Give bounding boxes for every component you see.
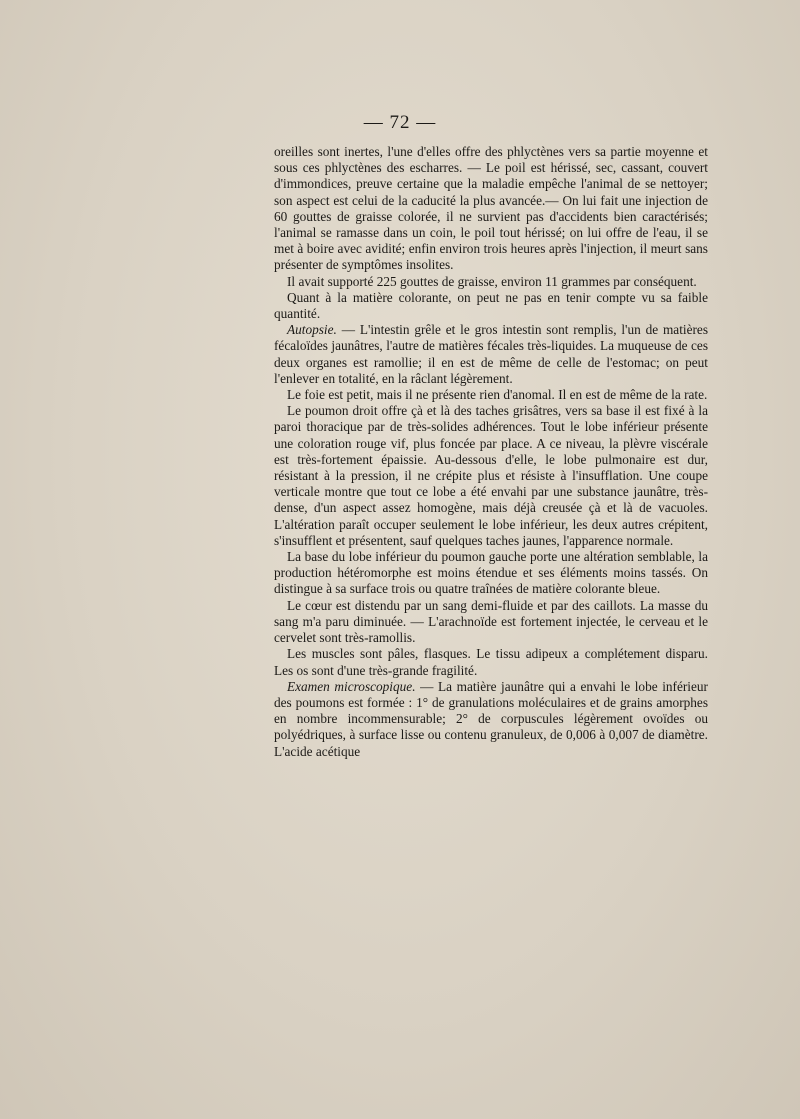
paragraph-4 bbox=[274, 322, 708, 387]
paragraph-text: Le poumon droit offre çà et là des taches grisâtres, vers sa base il est fixé à la paroi thoracique par de très-solides adhérences. Tout le lobe inférieur présente une coloration rouge vif, plus foncée par place. A ce niveau, la plèvre viscérale est très-fortement épaissie. Au-dessous d'elle, le lobe pulmonaire est dur, résistant à la pression, il ne crépite plus et résiste à l'insufflation. Une coupe verticale montre que tout ce lobe a été envahi par une substance jaunâtre, très-dense, d'un aspect assez homogène, mais déjà creusée çà et là de vacuoles. L'altération paraît occuper seulement le lobe inférieur, les deux autres crépitent, s'insufflent et présentent, sauf quelques taches jaunes, l'apparence normale. bbox=[274, 403, 708, 548]
paragraph-9 bbox=[274, 646, 708, 678]
paragraph-text: Les muscles sont pâles, flasques. Le tissu adipeux a complétement disparu. Les os sont d'une très-grande fragilité. bbox=[274, 646, 708, 678]
paragraph-8 bbox=[274, 598, 708, 647]
paragraph-text: — La matière jaunâtre qui a envahi le lobe inférieur des poumons est formée : 1° de granulations moléculaires et de grains amorphes en nombre incommensurable; 2° de corpuscules légèrement ovoïdes ou polyédriques, à surface lisse ou contenu granuleux, de 0,006 à 0,007 de diamètre. L'acide acétique bbox=[274, 678, 708, 759]
paragraph-text: — L'intestin grêle et le gros intestin sont remplis, l'un de matières fécaloïdes jaunâtres, l'autre de matières fécales très-liquides. La muqueuse de ces deux organes est ramollie; il en est de même de celle de l'estomac; on peut l'enlever en totalité, en la râclant légèrement. bbox=[274, 322, 708, 386]
section-lead-autopsie: Autopsie. bbox=[287, 322, 337, 338]
paragraph-text: oreilles sont inertes, l'une d'elles offre des phlyctènes vers sa partie moyenne et sous ces phlyctènes des escharres. — Le poil est hérissé, sec, cassant, couvert d'immondices, preuve certaine que la maladie empêche l'animal de se nettoyer; son aspect est celui de la caducité la plus avancée.— On lui fait une injection de 60 gouttes de graisse colorée, il ne survient pas d'accidents bien caractérisés; l'animal se ramasse dans un coin, le poil tout hérissé; on lui offre de l'eau, il se met à boire avec avidité; enfin environ trois heures après l'injection, il meurt sans présenter de symptômes insolites. bbox=[274, 144, 708, 273]
paragraph-6 bbox=[274, 403, 708, 549]
paragraph-3 bbox=[274, 290, 708, 322]
paragraph-10 bbox=[274, 679, 708, 760]
page-number: — 72 — bbox=[363, 112, 437, 133]
paragraph-5 bbox=[274, 387, 708, 403]
paragraph-1 bbox=[274, 144, 708, 274]
paragraph-text: Le cœur est distendu par un sang demi-fluide et par des caillots. La masse du sang m'a paru diminuée. — L'arachnoïde est fortement injectée, le cerveau et le cervelet sont très-ramollis. bbox=[274, 597, 708, 646]
paragraph-text: Il avait supporté 225 gouttes de graisse, environ 11 grammes par conséquent. bbox=[287, 273, 697, 289]
section-lead-examen: Examen microscopique. bbox=[287, 678, 416, 694]
paragraph-text: La base du lobe inférieur du poumon gauche porte une altération semblable, la production hétéromorphe est moins étendue et ses éléments moins tassés. On distingue à sa surface trois ou quatre traînées de matière colorante bleue. bbox=[274, 549, 708, 597]
body-text bbox=[274, 144, 708, 760]
paragraph-text: Quant à la matière colorante, on peut ne pas en tenir compte vu sa faible quantité. bbox=[274, 289, 708, 322]
paragraph-7 bbox=[274, 549, 708, 598]
paragraph-text: Le foie est petit, mais il ne présente rien d'anomal. Il en est de même de la rate. bbox=[287, 387, 708, 403]
paragraph-2 bbox=[274, 274, 708, 290]
